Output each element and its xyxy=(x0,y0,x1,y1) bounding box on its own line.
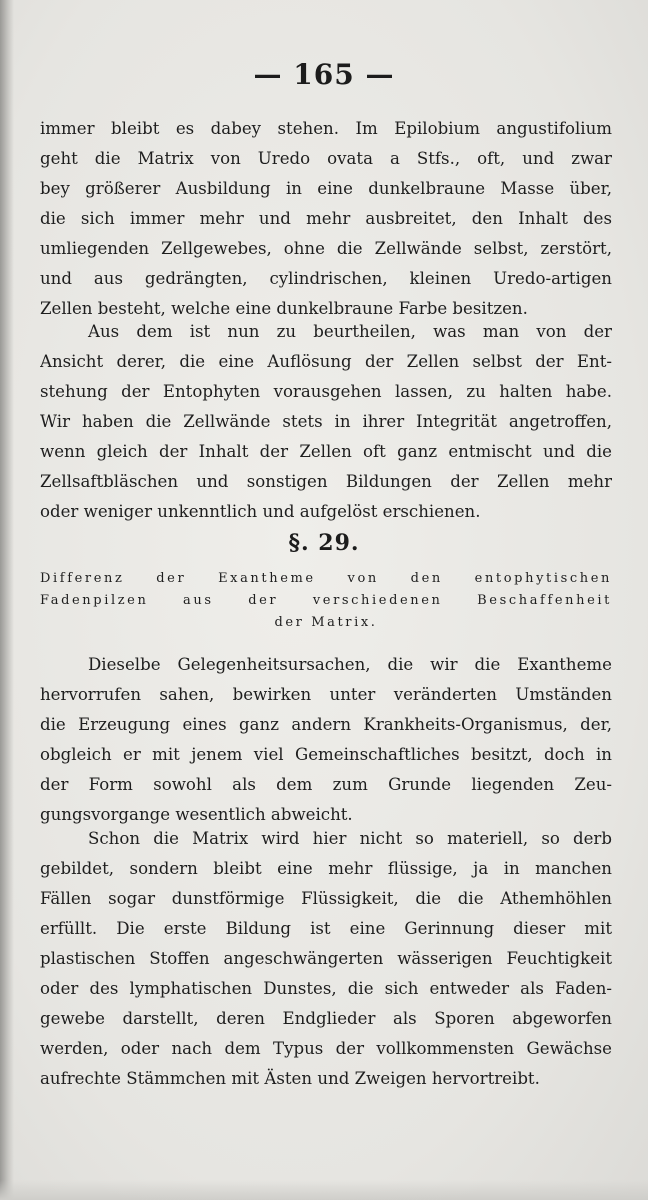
text-line: Ansicht derer, die eine Auflösung der Zellen selbst der Ent- xyxy=(40,352,612,371)
text-line: erfüllt. Die erste Bildung ist eine Gerinnung dieser mit xyxy=(40,919,612,938)
paragraph-1 xyxy=(40,114,612,324)
page-number: — 165 — xyxy=(253,58,395,91)
section-title-line: Differenz der Exantheme von den entophytischen xyxy=(40,571,612,586)
section-number: §. 29. xyxy=(288,530,360,556)
text-line: und aus gedrängten, cylindrischen, kleinen Uredo-artigen xyxy=(40,269,612,288)
paragraph-2 xyxy=(40,317,612,527)
text-line: der Form sowohl als dem zum Grunde liegenden Zeu- xyxy=(40,775,612,794)
text-line: die sich immer mehr und mehr ausbreitet, den Inhalt des xyxy=(40,209,612,228)
section-title-line: Fadenpilzen aus der verschiedenen Beschaffenheit xyxy=(40,593,612,608)
text-line: Zellsaftbläschen und sonstigen Bildungen der Zellen mehr xyxy=(40,472,612,491)
text-line: wenn gleich der Inhalt der Zellen oft ganz entmischt und die xyxy=(40,442,612,461)
text-line: Zellen besteht, welche eine dunkelbraune Farbe besitzen. xyxy=(40,299,528,318)
text-line: hervorrufen sahen, bewirken unter veränderten Umständen xyxy=(40,685,612,704)
text-line: oder weniger unkenntlich und aufgelöst erschienen. xyxy=(40,502,481,521)
text-line: obgleich er mit jenem viel Gemeinschaftliches besitzt, doch in xyxy=(40,745,612,764)
text-line: aufrechte Stämmchen mit Ästen und Zweigen hervortreibt. xyxy=(40,1069,540,1088)
text-line: plastischen Stoffen angeschwängerten wässerigen Feuchtigkeit xyxy=(40,949,612,968)
text-line: oder des lymphatischen Dunstes, die sich entweder als Faden- xyxy=(40,979,612,998)
text-line: bey größerer Ausbildung in eine dunkelbraune Masse über, xyxy=(40,179,612,198)
text-line: Fällen sogar dunstförmige Flüssigkeit, die die Athemhöhlen xyxy=(40,889,612,908)
text-line: geht die Matrix von Uredo ovata a Stfs., oft, und zwar xyxy=(40,149,612,168)
text-line: Schon die Matrix wird hier nicht so materiell, so derb xyxy=(88,829,612,848)
text-line: die Erzeugung eines ganz andern Krankheits-Organismus, der, xyxy=(40,715,612,734)
text-line: stehung der Entophyten vorausgehen lassen, zu halten habe. xyxy=(40,382,612,401)
text-line: werden, oder nach dem Typus der vollkommensten Gewächse xyxy=(40,1039,612,1058)
paragraph-4 xyxy=(40,824,612,1094)
text-line: gebildet, sondern bleibt eine mehr flüssige, ja in manchen xyxy=(40,859,612,878)
text-line: Wir haben die Zellwände stets in ihrer Integrität angetroffen, xyxy=(40,412,612,431)
text-line: umliegenden Zellgewebes, ohne die Zellwände selbst, zerstört, xyxy=(40,239,612,258)
text-line: gungsvorgange wesentlich abweicht. xyxy=(40,805,353,824)
section-title xyxy=(40,568,612,634)
text-line: gewebe darstellt, deren Endglieder als Sporen abgeworfen xyxy=(40,1009,612,1028)
text-line: Dieselbe Gelegenheitsursachen, die wir die Exantheme xyxy=(88,655,612,674)
page-gutter-shadow xyxy=(0,0,14,1200)
section-title-line: der Matrix. xyxy=(274,615,378,630)
paragraph-3 xyxy=(40,650,612,830)
page-bottom-edge xyxy=(0,1180,648,1200)
text-line: Aus dem ist nun zu beurtheilen, was man von der xyxy=(88,322,612,341)
text-line: immer bleibt es dabey stehen. Im Epilobium angustifolium xyxy=(40,119,612,138)
